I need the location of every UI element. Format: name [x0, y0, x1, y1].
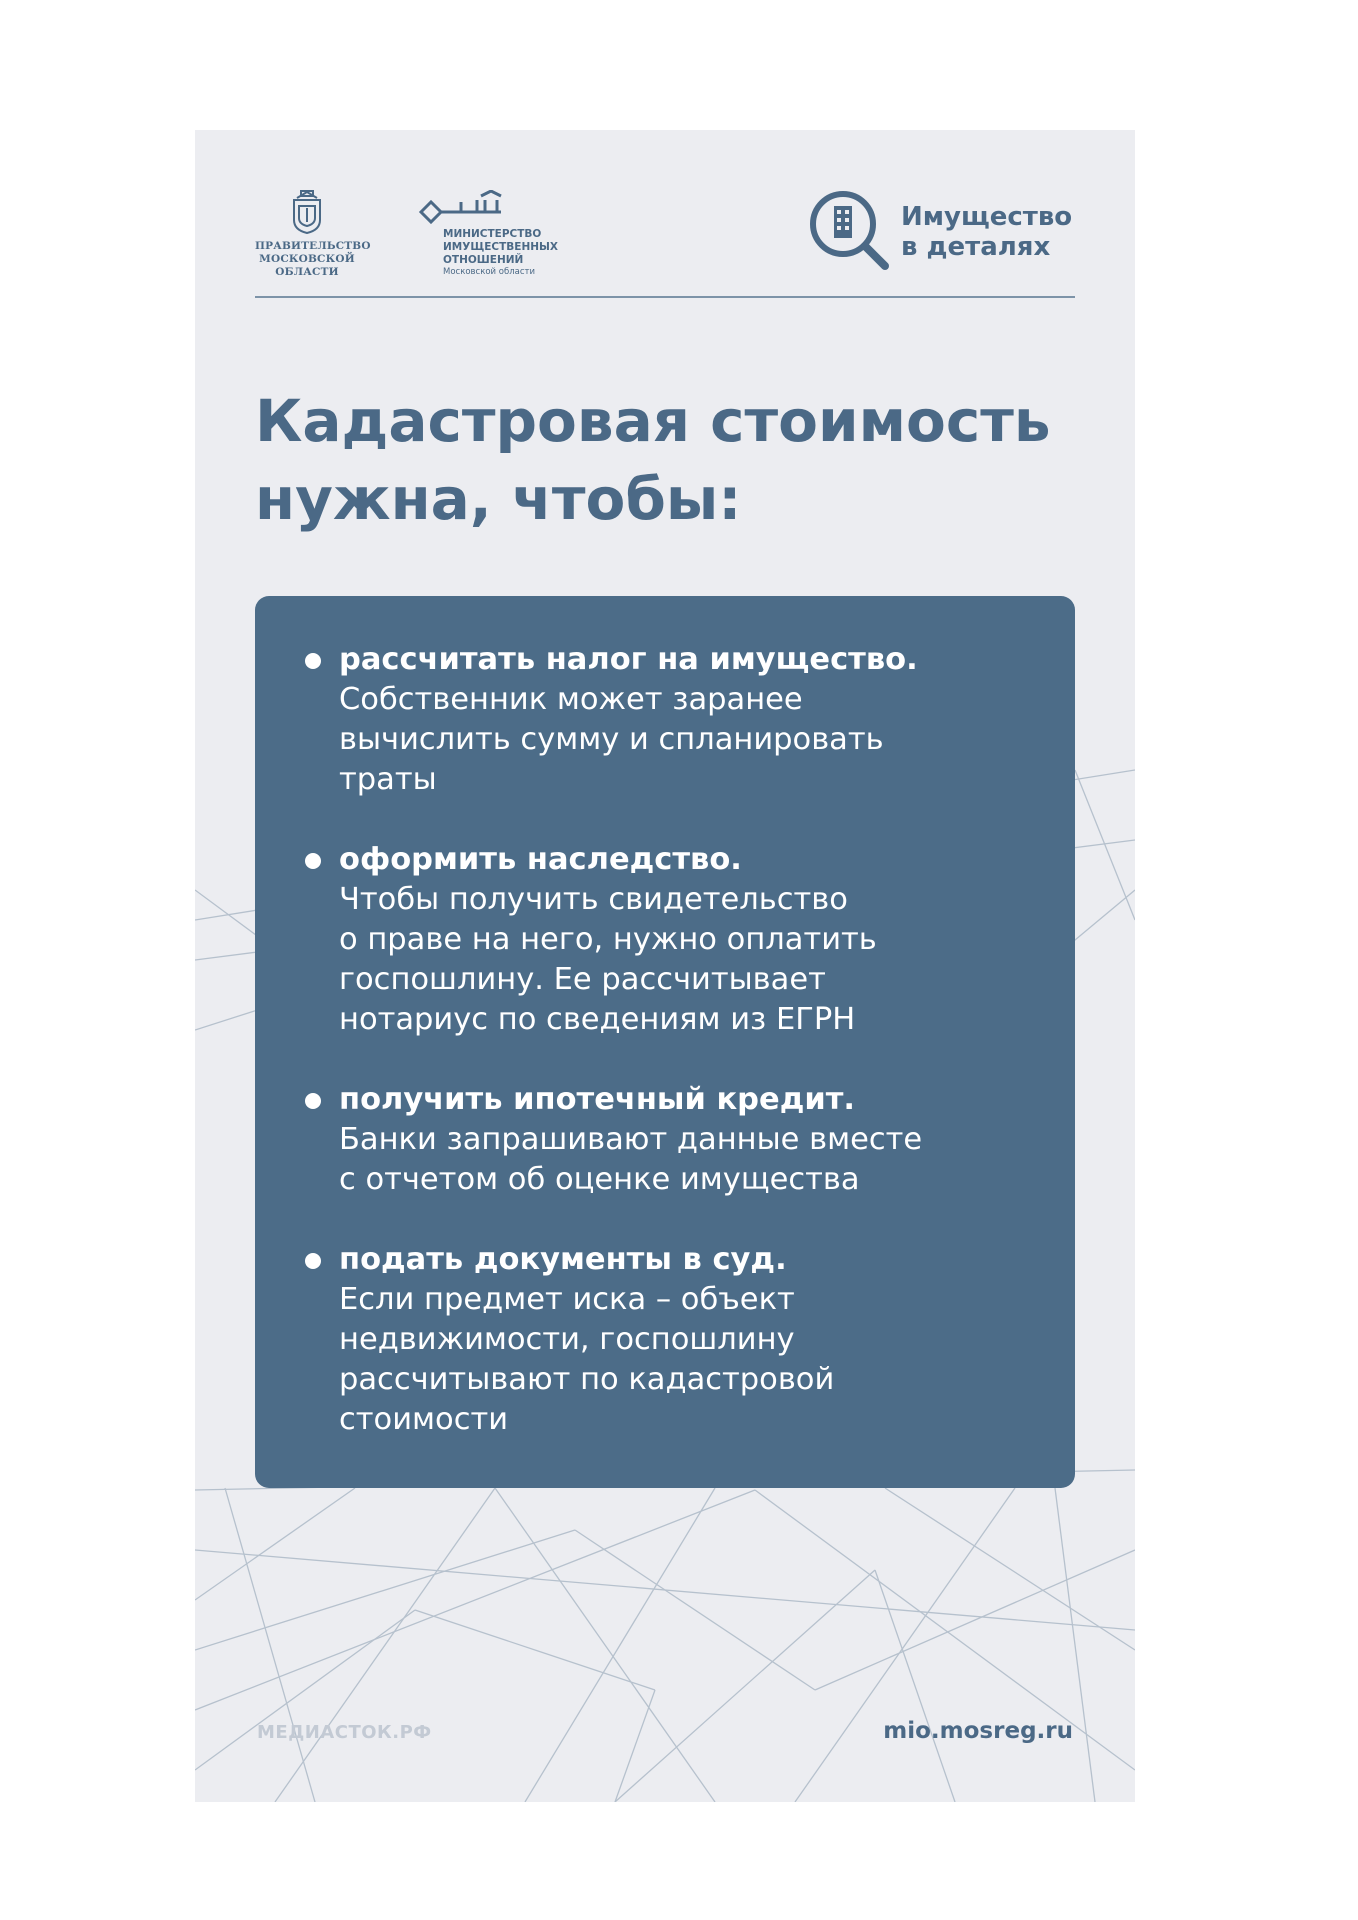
- bullet-icon: [305, 1253, 321, 1269]
- watermark-text: МЕДИАСТОК.РФ: [257, 1722, 432, 1743]
- title-line-2: нужна, чтобы:: [255, 465, 742, 533]
- item-heading: получить ипотечный кредит.: [339, 1082, 855, 1117]
- coat-of-arms-icon: [288, 188, 326, 234]
- government-line-2: МОСКОВСКОЙ: [259, 253, 355, 265]
- government-line-1: ПРАВИТЕЛЬСТВО: [255, 240, 371, 252]
- bullet-icon: [305, 853, 321, 869]
- list-item: [305, 1080, 1025, 1200]
- item-text-line: вычислить сумму и спланировать: [339, 722, 884, 757]
- bullet-icon: [305, 653, 321, 669]
- list-item: [305, 1240, 1025, 1440]
- ministry-line-2: ИМУЩЕСТВЕННЫХ: [443, 241, 559, 253]
- list-item: [305, 840, 1025, 1040]
- item-text-line: госпошлину. Ее рассчитывает: [339, 962, 826, 997]
- ministry-line-3: ОТНОШЕНИЙ: [443, 254, 524, 266]
- item-text-line: нотариус по сведениям из ЕГРН: [339, 1002, 856, 1037]
- key-house-icon: [417, 190, 507, 226]
- info-panel: [255, 596, 1075, 1488]
- item-text-line: Чтобы получить свидетельство: [339, 882, 848, 917]
- item-text-line: недвижимости, госпошлину: [339, 1322, 795, 1357]
- item-text-line: стоимости: [339, 1402, 509, 1437]
- item-heading: подать документы в суд.: [339, 1242, 787, 1277]
- brand-line-2: в деталях: [901, 232, 1051, 262]
- item-heading: рассчитать налог на имущество.: [339, 642, 918, 677]
- page-title: [255, 382, 1075, 538]
- magnifier-building-icon: [807, 188, 891, 272]
- item-heading: оформить наследство.: [339, 842, 742, 877]
- title-line-1: Кадастровая стоимость: [255, 387, 1051, 455]
- list-item: [305, 640, 1025, 800]
- brand-logo: [807, 188, 1087, 278]
- item-text-line: с отчетом об оценке имущества: [339, 1162, 860, 1197]
- item-text-line: Если предмет иска – объект: [339, 1282, 795, 1317]
- government-line-3: ОБЛАСТИ: [275, 266, 339, 278]
- poster-card: [195, 130, 1135, 1802]
- website-link[interactable]: mio.mosreg.ru: [883, 1718, 1073, 1744]
- item-text-line: траты: [339, 762, 437, 797]
- bullet-icon: [305, 1093, 321, 1109]
- government-logo: [255, 188, 371, 279]
- ministry-logo: [417, 190, 597, 277]
- item-text-line: рассчитывают по кадастровой: [339, 1362, 835, 1397]
- header-divider: [255, 296, 1075, 298]
- item-text-line: Банки запрашивают данные вместе: [339, 1122, 923, 1157]
- ministry-subtitle: Московской области: [443, 267, 536, 277]
- item-text-line: Собственник может заранее: [339, 682, 803, 717]
- item-text-line: о праве на него, нужно оплатить: [339, 922, 877, 957]
- brand-line-1: Имущество: [901, 202, 1073, 232]
- ministry-line-1: МИНИСТЕРСТВО: [443, 228, 542, 240]
